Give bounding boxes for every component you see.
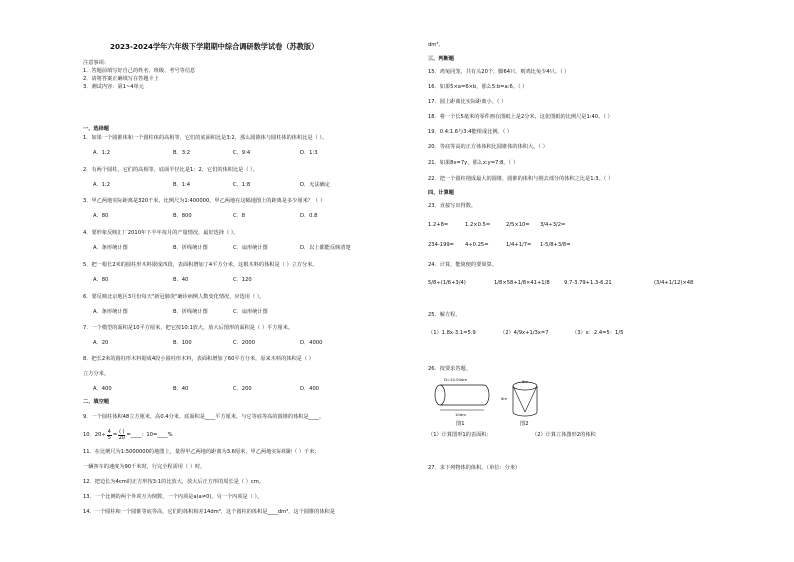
section-choice: 一、选择题: [83, 126, 109, 132]
judge-q16: 16．如果5×a=6×b，那么5:b=a:6。（ ）: [428, 84, 528, 90]
fill-q13: 13．一个比例的两个外项互为倒数，一个内项是a(a≠0)，另一个内项是（ ）。: [83, 494, 263, 500]
fill-q10-eq: =: [112, 431, 118, 438]
choice-q1-d: D．1:3: [300, 150, 318, 156]
figure-question-1: （1）计算图形1的表面积：: [428, 432, 492, 438]
section-calc: 四、计算题: [428, 190, 454, 196]
calc-r1-3: 2/5×10=: [506, 222, 530, 228]
choice-q8-c: C．200: [233, 386, 252, 392]
page-title: 2023-2024学年六年级下学期期中综合调研数学试卷（苏教版）: [110, 42, 319, 51]
figure-1-length-label: 10dm: [455, 412, 466, 417]
calc-expr-3: 9.7-3.79+1.3-6.21: [564, 280, 612, 286]
choice-q4-b: B．折线统计图: [173, 245, 208, 251]
fill-q10: [83, 428, 173, 442]
choice-q1: 1．如果一个圆锥体和一个圆柱体的高相等，它们的底面积比是3:2，那么圆锥体与圆柱体的体积比是（ ）。: [83, 135, 328, 141]
judge-q18: 18．将一个长5毫米的零件画在图纸上是2分米，这张图纸的比例尺是1:40。（ ）: [428, 114, 613, 120]
notes-header: 注意事项：: [83, 60, 109, 66]
choice-q4-a: A．条形统计图: [93, 245, 128, 251]
choice-q6: 6．要反映北京地区3月份每天"新冠肺炎"确诊病例人数变化情况，应选用（ ）。: [83, 294, 265, 300]
fraction-numerator: ( ): [119, 429, 125, 435]
figure-2-width-label: 6m: [522, 379, 529, 384]
choice-q7-b: B．100: [173, 340, 192, 346]
choice-q3-a: A．80: [93, 213, 109, 219]
calc-r2-2: 4÷0.25=: [465, 242, 489, 248]
choice-q1-c: C．9:4: [233, 150, 251, 156]
choice-q6-c: C．扇形统计图: [233, 309, 268, 315]
fill-q14-cont: dm³。: [428, 42, 444, 48]
choice-q7: 7．一个模型的面积是10平方厘米，把它按10:1放大，放大后图形的面积是（ ）平方厘米。: [83, 325, 293, 331]
note-2: 2．请将答案正确填写在答题卡上: [83, 76, 159, 82]
calc-r1-2: 1.2×0.5=: [465, 222, 491, 228]
fill-q9: 9．一个圆柱体积48立方厘米，高0.4分米，底面积是____平方厘米，与它等底等高的圆锥的体积是____。: [83, 414, 325, 420]
choice-q3-d: D．0.8: [300, 213, 318, 219]
fill-q10-end: =____：10=____%: [126, 431, 173, 438]
choice-q3: 3．甲乙两地实际距离是320千米，比例尺为1:400000，甲乙两地在这幅地图上的距离是多少厘米？（ ）: [83, 198, 326, 204]
fraction-numerator: 4: [107, 429, 111, 435]
judge-q22: 22．把一个圆柱削成最大的圆锥，圆锥的体积与削去部分的体积之比是1:3。（ ）: [428, 176, 614, 182]
choice-q4: 4．要形象反映汇厂2010年下半年每月的产量情况，最好选择（ ）。: [83, 230, 239, 236]
choice-q6-b: B．折线统计图: [173, 309, 208, 315]
choice-q6-a: A．条形统计图: [93, 309, 128, 315]
choice-q3-c: C．8: [233, 213, 246, 219]
calc-eq-3: （3）x：2.4=5：1/5: [572, 330, 624, 336]
calc-r2-1: 234-199=: [428, 242, 455, 248]
judge-q21: 21．如果8x=7y，那么x:y=7:8。（ ）: [428, 160, 519, 166]
calc-r1-4: 3/4÷3/2=: [540, 222, 566, 228]
section-judge: 三、判断题: [428, 56, 454, 62]
choice-q2: 2．有两个圆柱，它们的高相等，底面半径比是1：2，它们的体积比是（ ）。: [83, 167, 258, 173]
calc-r1-1: 1.2+8=: [428, 222, 449, 228]
choice-q8: 8．把长2米的圆柱形木料锯成4段小圆柱形木料，表面积增加了60平方分米，原来木料的体积是（ ）: [83, 356, 314, 362]
choice-q2-c: C．1:8: [233, 182, 251, 188]
calc-q25: 25．解方程。: [428, 312, 461, 318]
choice-q8-b: B．40: [173, 386, 189, 392]
judge-q20: 20．等底等高的正方体体积比圆锥体的体积大。（ ）: [428, 144, 548, 150]
section-fill: 二、填空题: [83, 399, 109, 405]
calc-expr-2: 1/8×58+1/8×41+1/8: [494, 280, 550, 286]
fill-q12: 12．把边长为4cm的正方形按3:1的比放大，放大后正方形的周长是（ ）cm。: [83, 479, 264, 485]
figure-1-label: 图1: [456, 421, 465, 427]
calc-eq-2: （2）4/9x+1/3x=7: [500, 330, 549, 336]
calc-r2-4: 1-5/8+3/8=: [540, 242, 571, 248]
judge-q19: 19．0.4:1.6与3:4能组成比例。（ ）: [428, 129, 513, 135]
choice-q2-d: D．无法确定: [300, 182, 330, 188]
choice-q5-b: B．40: [173, 277, 189, 283]
note-1: 1．答题前填写好自己的姓名、班级、考号等信息: [83, 68, 196, 74]
choice-q7-d: D．4000: [300, 340, 323, 346]
choice-q5: 5．把一根长2米的圆柱形木料锯成四段，表面积增加了4平方分米，这根木料的体积是（ ）立方分米。: [83, 262, 318, 268]
judge-q15: 15．鸡兔同笼，共有头20个，脚64只，则鸡比兔少4只。（ ）: [428, 69, 570, 75]
choice-q4-d: D．以上都能反映清楚: [300, 245, 351, 251]
note-3: 3．测试内容：第1~4单元: [83, 84, 144, 90]
choice-q8-a: A．400: [93, 386, 112, 392]
fill-q10-start: 10．20÷: [83, 431, 106, 438]
choice-q1-a: A．1:2: [93, 150, 111, 156]
fill-q14: 14．一个圆柱和一个圆锥等底等高，它们的体积相差14dm³，这个圆柱的体积是____dm³，这个圆锥的体积是: [83, 509, 335, 515]
calc-q24: 24．计算，能简便的要简算。: [428, 262, 497, 268]
choice-q2-a: A．1:2: [93, 182, 111, 188]
calc-q26: 26．按要求答题。: [428, 366, 471, 372]
fraction-denominator: 20: [118, 435, 125, 441]
choice-q5-c: C．120: [233, 277, 252, 283]
calc-r2-3: 1/4+1/7=: [506, 242, 532, 248]
choice-q7-a: A．20: [93, 340, 109, 346]
calc-expr-1: 5/8÷(1/6+3/4): [428, 280, 466, 286]
fill-q11: 11．在比例尺为1:5000000的地图上，量得甲乙两地的距离为3.6厘米，甲乙两地实际相距（ ）千米；: [83, 449, 320, 455]
fraction-denominator: 5: [107, 435, 111, 441]
figure-2-height-label: 6m: [501, 396, 508, 401]
choice-q4-c: C．扇形统计图: [233, 245, 268, 251]
calc-eq-1: （1）1.8x-3.1=5.9: [428, 330, 476, 336]
choice-q3-b: B．800: [173, 213, 192, 219]
fill-q10-fraction-2: [118, 430, 125, 441]
fill-q11-cont: 一辆客车的速度为90千米时，行完全程需用（ ）时。: [83, 464, 206, 470]
figure-2-label: 图2: [520, 421, 529, 427]
fill-q10-fraction-1: [107, 430, 112, 441]
choice-q2-b: B．1:4: [173, 182, 191, 188]
choice-q8-d: D．400: [300, 386, 320, 392]
choice-q1-b: B．3:2: [173, 150, 191, 156]
choice-q8-cont: 立方分米。: [83, 371, 109, 377]
figure-1-cylinder: [432, 379, 492, 415]
calc-q23: 23．直接写出得数。: [428, 203, 477, 209]
calc-expr-4: (3/4+1/12)×48: [654, 280, 694, 286]
choice-q5-a: A．80: [93, 277, 109, 283]
calc-q27: 27．求下列物体的体积。（单位：分米）: [428, 465, 521, 471]
figure-1-diameter-label: D=10.04dm: [444, 377, 468, 382]
figure-question-2: （2）计算立体图形2的体积: [532, 432, 596, 438]
choice-q7-c: C．2000: [233, 340, 256, 346]
judge-q17: 17．圆上距离比实际距离小。（ ）: [428, 99, 507, 105]
